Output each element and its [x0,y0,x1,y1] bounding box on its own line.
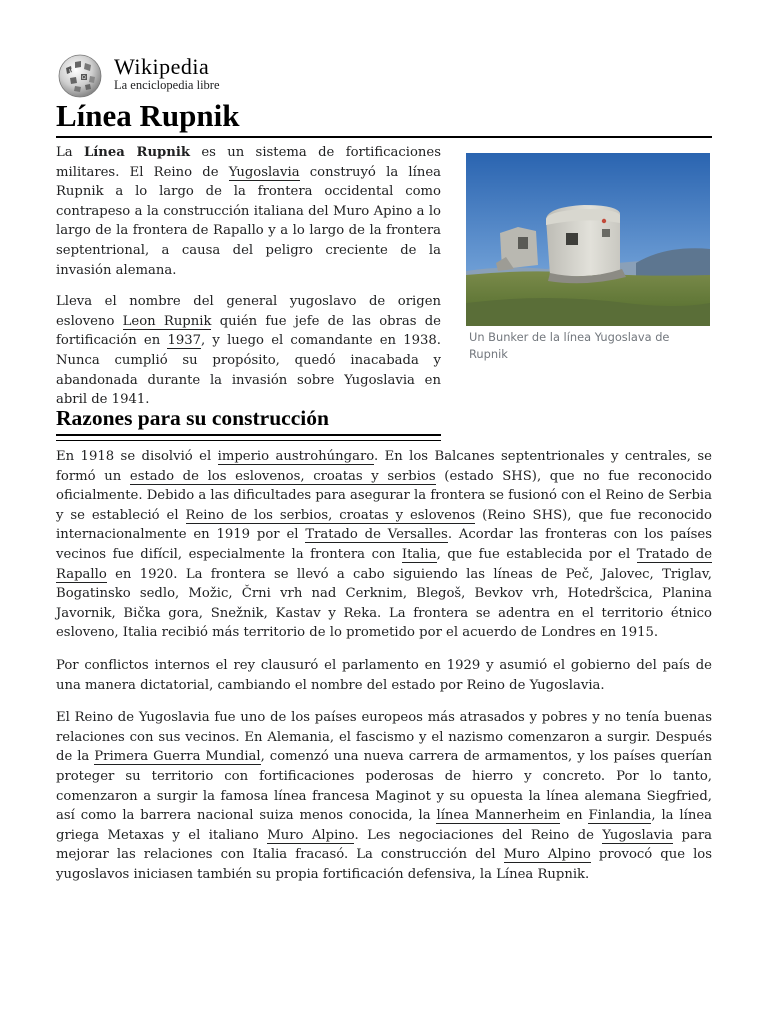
article-link[interactable]: Tratado de Versalles [305,527,448,543]
text-run: provocó que los yugoslavos iniciasen también su propia fortificación defensiva, la Línea Rupnik. [56,847,713,882]
text-run: , que fue establecida por el [436,546,637,562]
article-link[interactable]: Yugoslavia [602,827,674,843]
section-body [56,447,712,897]
text-run: El Reino de Yugoslavia fue uno de los países europeos más atrasados y pobres y no tenía buenas relaciones con sus vecinos. En Alemania, el fascismo y el nazismo comenzaron a surgir. Después de la [56,710,712,765]
text-run: (estado SHS), que no fue reconocido oficialmente. Debido a las dificultades para asegurar la frontera se fusionó con el Reino de Serbia y se estableció el [56,468,712,523]
article-link[interactable]: 1937 [167,333,202,349]
text-run: Lleva el nombre del general yugoslavo de origen esloveno [56,294,441,329]
bunker-photo[interactable] [466,153,710,326]
text-run: construyó la línea Rupnik a lo largo de la frontera occidental como contrapeso a la construcción italiana del Muro Apino a lo largo de la frontera de Rapallo y a lo largo de la frontera septentrional, a causa del peligro creciente de la invasión alemana. [56,164,441,278]
text-run: es un sistema de fortificaciones militares. El Reino de [56,145,441,180]
article-link[interactable]: Tratado de Rapallo [56,546,713,582]
text-run: En 1918 se disolvió el [56,449,218,464]
article-link[interactable]: Leon Rupnik [122,313,212,329]
text-run: La [56,145,84,160]
svg-text:W: W [69,69,74,75]
paragraph [56,143,441,280]
article-figure [466,153,710,363]
article-link[interactable]: Muro Alpino [503,847,591,863]
article-link[interactable]: Reino de los serbios, croatas y eslovenos [185,507,476,523]
paragraph [56,656,712,695]
text-run: . En los Balcanes septentrionales y centrales, se formó un [56,449,712,484]
site-name: Wikipedia [114,54,210,79]
text-run: , la línea griega Metaxas y el italiano [56,808,712,843]
bold-term: Línea Rupnik [83,145,190,160]
article-link[interactable]: Finlandia [588,808,652,824]
text-run: , y luego el comandante en 1938. Nunca cumplió su propósito, quedó inacabada y abandonada durante la invasión sobre Yugoslavia en abril de 1941. [56,333,441,408]
text-run: quién fue jefe de las obras de fortificación en [56,313,441,349]
article-link[interactable]: Italia [401,546,437,562]
text-run: . Les negociaciones del Reino de [354,827,603,843]
text-run: , comenzó una nueva carrera de armamentos, y los países querían proteger su territorio con fortificaciones poderosas de hierro y concreto. Por lo tanto, comenzaron a surgir la famosa línea francesa Maginot y su opuesta la línea alemana Siegfried, así como la barrera nacional suiza menos conocida, la [56,749,712,824]
paragraph [56,447,712,643]
text-run: en 1920. La frontera se llevó a cabo siguiendo las líneas de Peč, Jalovec, Triglav, Bogatinsko sedlo, Možic, Črni vrh nad Cerknim, Blegoš, Bevkov vrh, Hotedršcica, Planina Javornik, Bička gora, Snežnik, Kastav y Reka. La frontera se adentra en el territorio étnico esloveno, Italia recibió más territorio de lo prometido por el acuerdo de Londres en 1915. [56,566,712,641]
article-link[interactable]: estado de los eslovenos, croatas y serbios [129,468,436,484]
paragraph [56,292,441,410]
site-tagline: La enciclopedia libre [114,78,220,92]
article-intro [56,143,441,422]
figure-caption: Un Bunker de la línea Yugoslava de Rupnik [469,330,670,361]
paragraph [56,708,712,884]
wikipedia-globe-icon [56,54,104,98]
text-run: para mejorar las relaciones con Italia fracasó. La construcción del [56,827,712,863]
svg-text:Ω: Ω [82,75,86,81]
article-link[interactable]: Primera Guerra Mundial [94,749,261,765]
section-heading: Razones para su construcción [56,404,441,436]
text-run: Por conflictos internos el rey clausuró el parlamento en 1929 y asumió el gobierno del país de una manera dictatorial, cambiando el nombre del estado por Reino de Yugoslavia. [56,657,712,693]
section-heading-rule [56,440,441,441]
article-link[interactable]: Muro Alpino [267,827,355,843]
text-run: en [560,808,589,824]
article-link[interactable]: línea Mannerheim [436,808,561,824]
page-title: Línea Rupnik [56,97,712,138]
text-run: . Acordar las fronteras con los países vecinos fue difícil, especialmente la frontera con [56,527,712,562]
wikipedia-wordmark [114,56,220,93]
article-link[interactable]: Yugoslavia [228,164,300,180]
text-run: (Reino SHS), que fue reconocido internacionalmente en 1919 por el [56,507,712,543]
article-link[interactable]: imperio austrohúngaro [217,449,374,464]
